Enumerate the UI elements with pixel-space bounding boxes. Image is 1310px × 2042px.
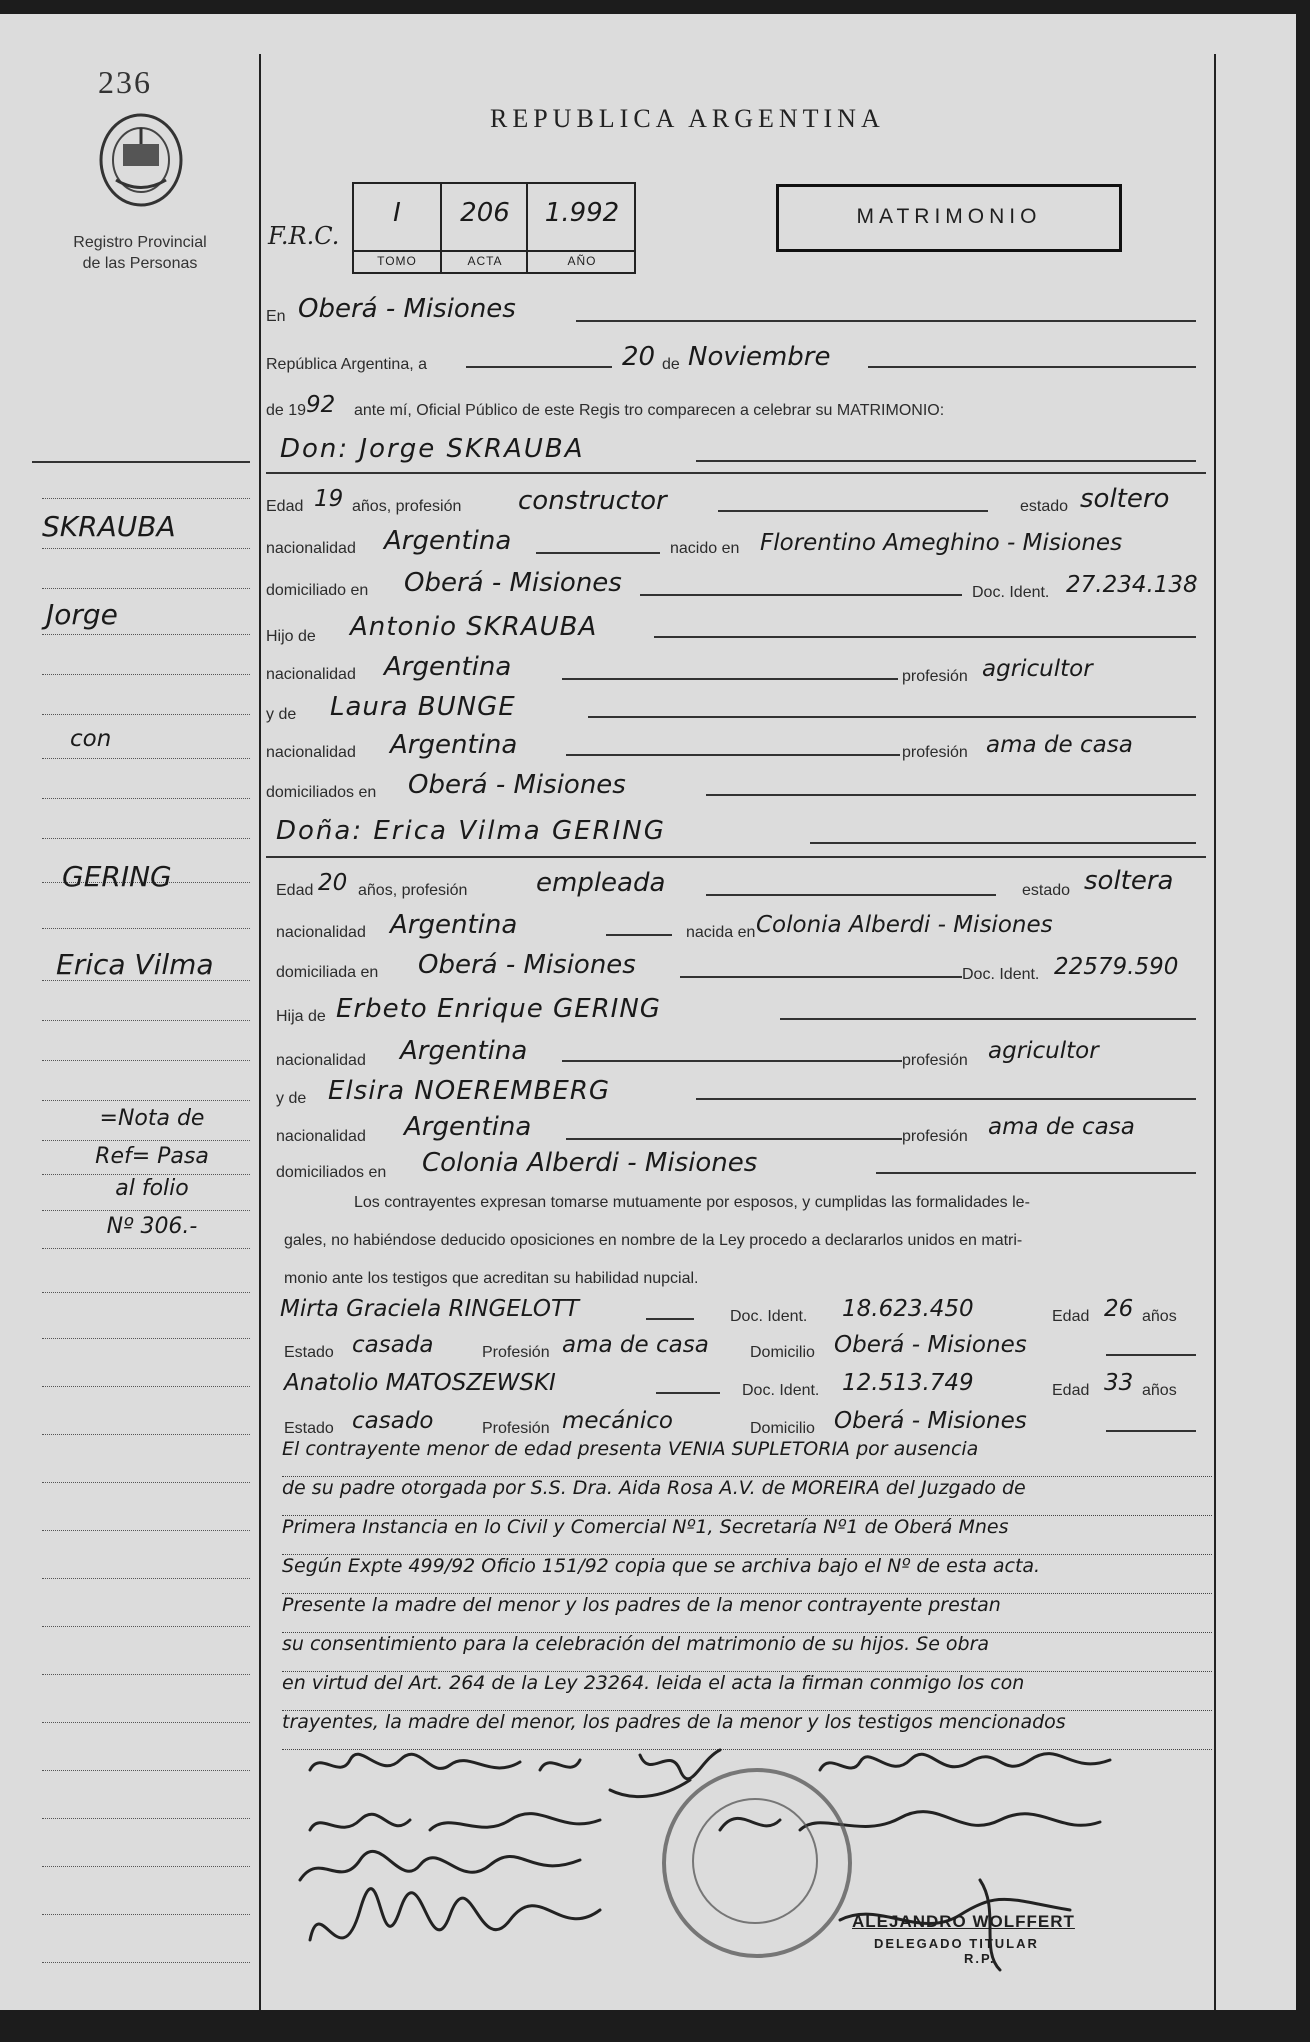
profession-label: profesión [902, 1052, 968, 1069]
domicile-label: Domicilio [750, 1420, 815, 1437]
bride-nationality: Argentina [390, 910, 518, 940]
margin-dotted-line [42, 1530, 250, 1531]
margin-dotted-line [42, 1578, 250, 1579]
mother-label: y de [266, 706, 297, 723]
fill-line [680, 976, 962, 978]
born-label: nacida en [686, 924, 756, 941]
frc-label: F.R.C. [268, 222, 340, 250]
fill-line [706, 894, 996, 896]
fill-line [566, 754, 900, 756]
margin-groom-given: Jorge [46, 598, 118, 631]
note-line: en virtud del Art. 264 de la Ley 23264. leida el acta la firman conmigo los con [282, 1672, 1212, 1711]
groom-birthplace: Florentino Ameghino - Misiones [760, 530, 1123, 556]
groom-nationality: Argentina [384, 526, 512, 556]
groom-mother-profession: ama de casa [986, 732, 1133, 758]
witness1-age: 26 [1104, 1296, 1134, 1322]
official-title [874, 1936, 1039, 1966]
margin-dotted-line [42, 1210, 250, 1211]
age-label: Edad [266, 498, 304, 515]
bride-father: Erbeto Enrique GERING [336, 994, 661, 1024]
bride-father-nat-row [266, 1036, 1206, 1070]
margin-dotted-line [42, 588, 250, 589]
margin-dotted-line [42, 1338, 250, 1339]
groom-doc: 27.234.138 [1066, 572, 1198, 598]
republic-label: República Argentina, a [266, 356, 427, 373]
note-line: Primera Instancia en lo Civil y Comercial Nº1, Secretaría Nº1 de Oberá Mnes [282, 1516, 1212, 1555]
registry-line: de las Personas [82, 255, 198, 272]
declaration-paragraph [284, 1184, 1204, 1298]
witness2-estado: casado [352, 1408, 434, 1434]
fill-line [562, 1060, 902, 1062]
witness2-name: Anatolio MATOSZEWSKI [284, 1370, 556, 1396]
groom-father: Antonio SKRAUBA [350, 612, 598, 642]
witness2-detail-row [266, 1408, 1206, 1438]
bride-father-profession: agricultor [988, 1038, 1099, 1064]
fill-line [606, 934, 672, 936]
fill-line [466, 366, 612, 368]
bride-age-row [266, 866, 1206, 902]
left-margin-rule [259, 54, 261, 2010]
profession-label: profesión [902, 668, 968, 685]
place-row [266, 294, 1206, 328]
place-value: Oberá - Misiones [298, 294, 516, 324]
margin-dotted-line [42, 1434, 250, 1435]
margin-dotted-line [42, 928, 250, 929]
note-line: trayentes, la madre del menor, los padres de la menor y los testigos mencionados [282, 1711, 1212, 1750]
witness2-age: 33 [1104, 1370, 1134, 1396]
groom-father-profession: agricultor [982, 656, 1093, 682]
witness2-domicile: Oberá - Misiones [834, 1408, 1027, 1434]
fill-line [706, 794, 1196, 796]
profession-label: Profesión [482, 1420, 550, 1437]
groom-mother-nat-row [266, 732, 1206, 762]
groom-name: Don: Jorge SKRAUBA [280, 434, 585, 464]
groom-section-rule [266, 472, 1206, 474]
bride-nationality-row [266, 912, 1206, 942]
margin-bride-given: Erica Vilma [56, 948, 214, 981]
bride-age: 20 [318, 870, 348, 896]
groom-status: soltero [1080, 484, 1170, 514]
fill-line [536, 552, 660, 554]
acta-label: ACTA [442, 250, 528, 268]
ano-label: AÑO [528, 250, 636, 268]
statement-text: ante mí, Oficial Público de este Regis tro comparecen a celebrar su MATRIMONIO: [354, 402, 945, 419]
witness1-profession: ama de casa [562, 1332, 709, 1358]
bride-mother-row [266, 1078, 1206, 1108]
groom-father-nationality: Argentina [384, 652, 512, 682]
groom-domicile: Oberá - Misiones [404, 568, 622, 598]
estado-label: Estado [284, 1344, 334, 1361]
bride-parents-dom-row [266, 1148, 1206, 1182]
month-value: Noviembre [688, 342, 831, 372]
age-suffix: años [1142, 1382, 1177, 1399]
age-label: Edad [1052, 1382, 1090, 1399]
margin-dotted-line [42, 1386, 250, 1387]
official-stamp [662, 1768, 852, 1958]
right-margin-rule [1214, 54, 1216, 2010]
fill-line [876, 1172, 1196, 1174]
margin-dotted-line [42, 1482, 250, 1483]
groom-mother: Laura BUNGE [330, 692, 516, 722]
fill-line [576, 320, 1196, 322]
declaration-line: Los contrayentes expresan tomarse mutuamente por esposos, y cumplidas las formalidades le- [354, 1194, 1030, 1211]
margin-connector: con [70, 726, 112, 752]
margin-note-line: Nº 306.- [106, 1214, 198, 1239]
margin-dotted-line [42, 980, 250, 981]
fill-line [780, 1018, 1196, 1020]
fill-line [718, 510, 988, 512]
handwritten-notes [282, 1438, 1212, 1750]
margin-dotted-line [42, 1140, 250, 1141]
groom-nationality-row [266, 526, 1206, 560]
bride-doc: 22579.590 [1054, 954, 1179, 980]
fill-line [868, 366, 1196, 368]
fill-line [562, 678, 898, 680]
age-suffix: años, profesión [358, 882, 468, 899]
declaration-line: gales, no habiéndose deducido oposiciones en nombre de la Ley procedo a declararlos unidos en matri- [284, 1232, 1023, 1249]
parents-domicile-label: domiciliados en [266, 784, 377, 801]
witness1-name: Mirta Graciela RINGELOTT [280, 1296, 580, 1322]
fill-line [696, 460, 1196, 462]
groom-profession: constructor [518, 486, 667, 516]
margin-dotted-line [42, 1060, 250, 1061]
witness1-row [266, 1296, 1206, 1326]
doc-label: Doc. Ident. [742, 1382, 820, 1399]
country-title: REPUBLICA ARGENTINA [490, 104, 885, 133]
note-line: El contrayente menor de edad presenta VENIA SUPLETORIA por ausencia [282, 1438, 1212, 1477]
margin-dotted-line [42, 674, 250, 675]
margin-dotted-line [42, 714, 250, 715]
registry-name [40, 232, 240, 274]
groom-domicile-row [266, 568, 1206, 602]
mother-label: y de [276, 1090, 307, 1107]
age-label: Edad [1052, 1308, 1090, 1325]
groom-name-row [266, 436, 1206, 466]
bride-birthplace: Colonia Alberdi - Misiones [756, 912, 1053, 938]
groom-age-row [266, 484, 1206, 518]
doc-label: Doc. Ident. [962, 966, 1040, 983]
bride-father-nationality: Argentina [400, 1036, 528, 1066]
left-column-rule [32, 461, 250, 463]
official-name: ALEJANDRO WOLFFERT [852, 1912, 1075, 1931]
witness2-doc: 12.513.749 [842, 1370, 974, 1396]
fill-line [810, 842, 1196, 844]
margin-dotted-line [42, 1866, 250, 1867]
note-line: Presente la madre del menor y los padres de la menor contrayente prestan [282, 1594, 1212, 1633]
fill-line [696, 1098, 1196, 1100]
witness1-detail-row [266, 1332, 1206, 1362]
margin-dotted-line [42, 1626, 250, 1627]
bride-father-row [266, 994, 1206, 1028]
official-title-text: DELEGADO TITULAR [874, 1936, 1039, 1951]
note-line: su consentimiento para la celebración del matrimonio de su hijos. Se obra [282, 1633, 1212, 1672]
doc-label: Doc. Ident. [972, 584, 1050, 601]
statement-row [266, 392, 1206, 422]
groom-parents-dom-row [266, 772, 1206, 802]
bride-domicile-row [266, 950, 1206, 984]
bride-name: Doña: Erica Vilma GERING [276, 816, 666, 846]
tomo-label: TOMO [354, 250, 440, 268]
note-line: Según Expte 499/92 Oficio 151/92 copia que se archiva bajo el Nº de esta acta. [282, 1555, 1212, 1594]
nationality-label: nacionalidad [276, 924, 366, 941]
year-suffix: 92 [306, 392, 336, 418]
fill-line [566, 1138, 902, 1140]
bride-mother-nat-row [266, 1112, 1206, 1146]
margin-dotted-line [42, 498, 250, 499]
fill-line [646, 1318, 694, 1320]
bride-name-row [266, 816, 1206, 850]
age-label: Edad [276, 882, 314, 899]
witness1-estado: casada [352, 1332, 434, 1358]
day-value: 20 [622, 342, 656, 372]
witness1-domicile: Oberá - Misiones [834, 1332, 1027, 1358]
tomo-cell [354, 184, 440, 272]
tomo-value: I [393, 198, 401, 228]
bride-mother: Elsira NOEREMBERG [328, 1076, 611, 1106]
margin-dotted-line [42, 1292, 250, 1293]
groom-parents-domicile: Oberá - Misiones [408, 770, 626, 800]
record-type-box [776, 184, 1122, 252]
margin-dotted-line [42, 1100, 250, 1101]
estado-label: Estado [284, 1420, 334, 1437]
born-label: nacido en [670, 540, 740, 557]
margin-dotted-line [42, 1962, 250, 1963]
margin-note-line: al folio [115, 1176, 189, 1201]
bride-mother-profession: ama de casa [988, 1114, 1135, 1140]
status-label: estado [1020, 498, 1069, 515]
groom-father-nat-row [266, 652, 1206, 686]
age-suffix: años [1142, 1308, 1177, 1325]
margin-bride-surname: GERING [62, 860, 172, 893]
bride-domicile: Oberá - Misiones [418, 950, 636, 980]
de-label: de [662, 356, 680, 373]
domicile-label: domiciliado en [266, 582, 369, 599]
bride-section-rule [266, 856, 1206, 858]
fill-line [656, 1392, 720, 1394]
margin-dotted-line [42, 634, 250, 635]
fill-line [654, 636, 1196, 638]
acta-cell [440, 184, 528, 272]
margin-groom-surname: SKRAUBA [42, 510, 176, 543]
fill-line [588, 716, 1196, 718]
nationality-label: nacionalidad [266, 744, 356, 761]
en-label: En [266, 308, 286, 325]
margin-dotted-line [42, 1722, 250, 1723]
profession-label: Profesión [482, 1344, 550, 1361]
margin-dotted-line [42, 1020, 250, 1021]
bride-parents-domicile: Colonia Alberdi - Misiones [422, 1148, 758, 1178]
domicile-label: Domicilio [750, 1344, 815, 1361]
certificate-page [0, 14, 1296, 2010]
date-row [266, 344, 1206, 374]
margin-dotted-line [42, 758, 250, 759]
ano-cell [526, 184, 636, 272]
profession-label: profesión [902, 744, 968, 761]
record-reference-table [352, 182, 636, 274]
margin-dotted-line [42, 1174, 250, 1175]
witness1-doc: 18.623.450 [842, 1296, 974, 1322]
record-type-label: MATRIMONIO [856, 205, 1042, 228]
province-seal-icon [96, 110, 186, 220]
official-stamp-inner [692, 1798, 818, 1924]
margin-dotted-line [42, 1674, 250, 1675]
witness2-row [266, 1370, 1206, 1400]
nationality-label: nacionalidad [276, 1128, 366, 1145]
doc-label: Doc. Ident. [730, 1308, 808, 1325]
margin-dotted-line [42, 1770, 250, 1771]
bride-mother-nationality: Argentina [404, 1112, 532, 1142]
witness2-profession: mecánico [562, 1408, 673, 1434]
fill-line [640, 594, 962, 596]
margin-note-line: Ref= Pasa [95, 1144, 209, 1169]
profession-label: profesión [902, 1128, 968, 1145]
margin-dotted-line [42, 1818, 250, 1819]
margin-dotted-line [42, 838, 250, 839]
status-label: estado [1022, 882, 1071, 899]
acta-value: 206 [460, 198, 510, 228]
bride-profession: empleada [536, 868, 666, 898]
nationality-label: nacionalidad [266, 666, 356, 683]
nationality-label: nacionalidad [266, 540, 356, 557]
groom-father-row [266, 614, 1206, 644]
father-label: Hija de [276, 1008, 326, 1025]
nationality-label: nacionalidad [276, 1052, 366, 1069]
father-label: Hijo de [266, 628, 316, 645]
declaration-line: monio ante los testigos que acreditan su habilidad nupcial. [284, 1270, 699, 1287]
page-number: 236 [98, 64, 152, 100]
margin-dotted-line [42, 1248, 250, 1249]
fill-line [1106, 1354, 1196, 1356]
domicile-label: domiciliada en [276, 964, 379, 981]
official-office: R.P. [964, 1951, 996, 1966]
margin-dotted-line [42, 798, 250, 799]
fill-line [1106, 1430, 1196, 1432]
bride-status: soltera [1084, 866, 1174, 896]
groom-age: 19 [314, 486, 344, 512]
margin-dotted-line [42, 1914, 250, 1915]
registry-line: Registro Provincial [73, 234, 207, 251]
groom-mother-nationality: Argentina [390, 730, 518, 760]
age-suffix: años, profesión [352, 498, 462, 515]
parents-domicile-label: domiciliados en [276, 1164, 387, 1181]
margin-note-line: =Nota de [99, 1106, 205, 1131]
groom-mother-row [266, 694, 1206, 724]
margin-dotted-line [42, 548, 250, 549]
ano-value: 1.992 [544, 198, 620, 228]
year-prefix: de 19 [266, 402, 307, 419]
note-line: de su padre otorgada por S.S. Dra. Aida Rosa A.V. de MOREIRA del Juzgado de [282, 1477, 1212, 1516]
